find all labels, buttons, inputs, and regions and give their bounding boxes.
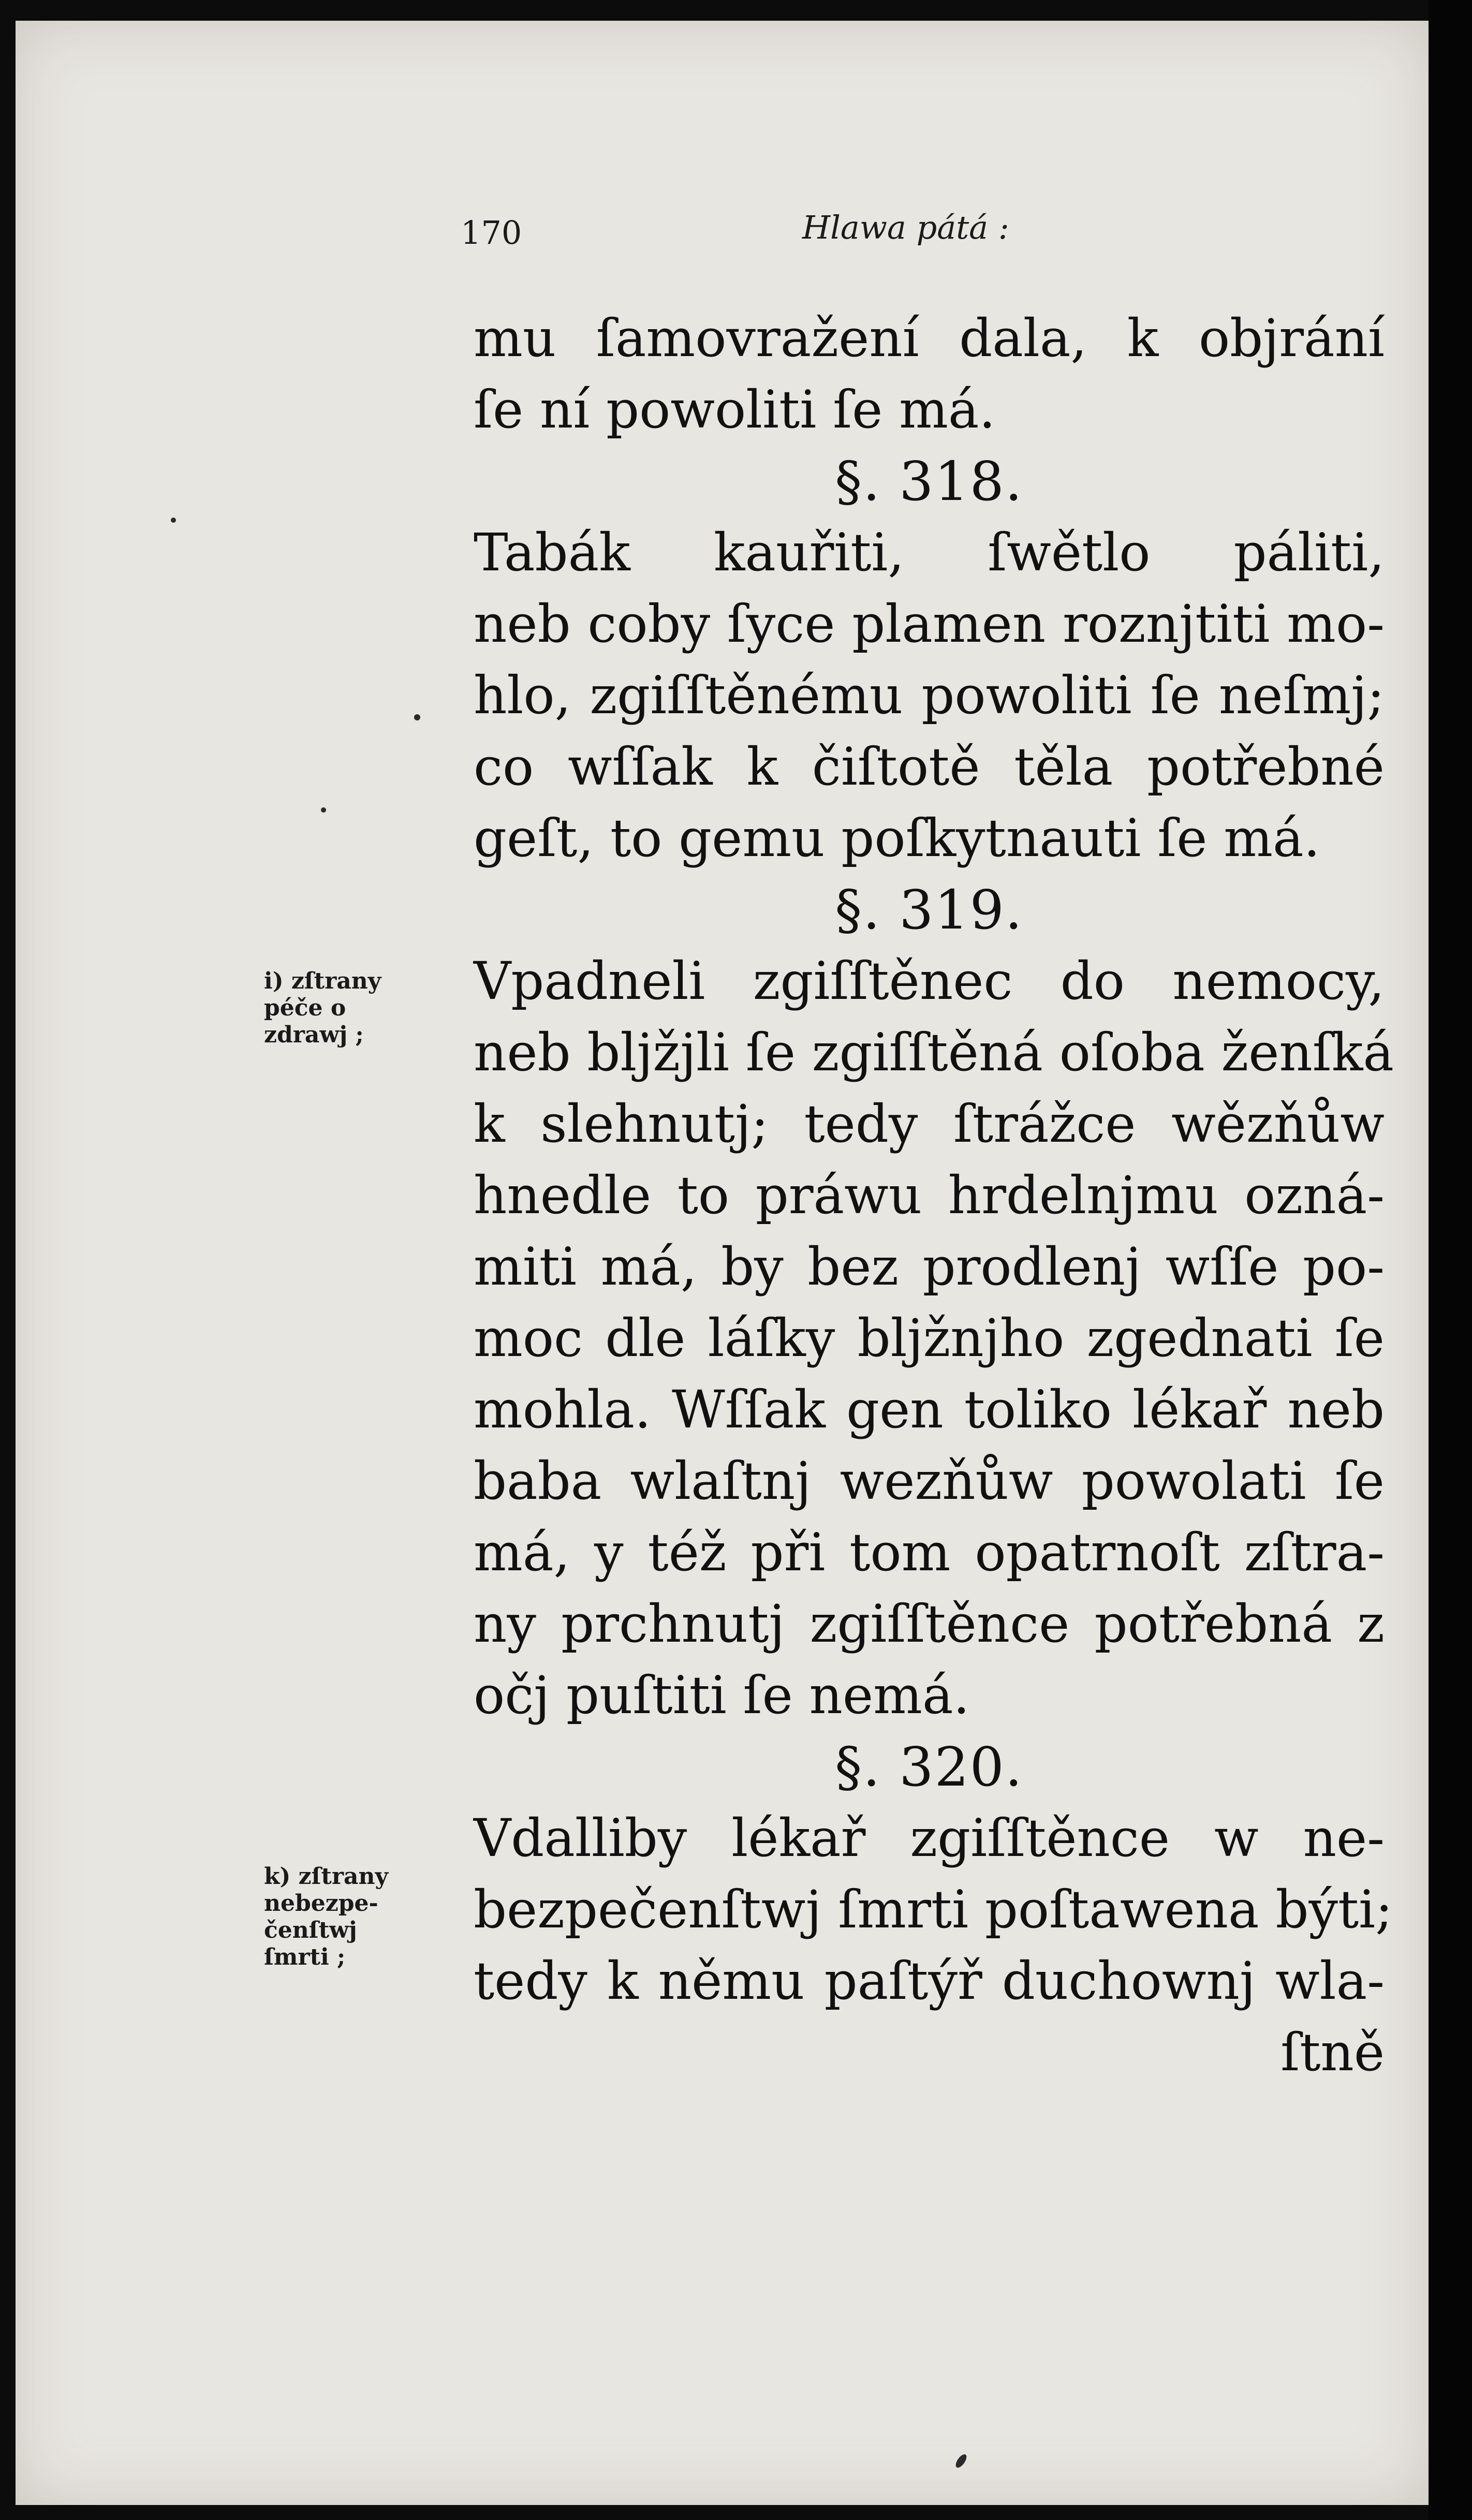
text-line: miti má, by bez prodlenj wſſe po- [474, 1236, 1385, 1297]
text-line: Vdalliby lékař zgiſſtěnce w ne- [474, 1808, 1385, 1868]
margin-note-line: i) zſtrany [264, 968, 381, 994]
margin-note-320 [264, 1863, 461, 1971]
running-head [461, 202, 1030, 259]
text-line: hlo, zgiſſtěnému powoliti ſe neſmj; [474, 665, 1385, 726]
text-line: očj puſtiti ſe nemá. [474, 1665, 970, 1726]
margin-note-line: péče o [264, 995, 346, 1021]
text-line: baba wlaſtnj wezňůw powolati ſe [474, 1451, 1385, 1511]
page-number: 170 [461, 214, 522, 252]
text-line: ſe ní powoliti ſe má. [474, 379, 996, 440]
margin-note-line: čenſtwj [264, 1917, 357, 1943]
text-line: k slehnutj; tedy ſtrážce wězňůw [474, 1094, 1385, 1154]
text-line: Tabák kauřiti, ſwětlo páliti, [474, 522, 1385, 583]
text-line: má, y též při tom opatrnoſt zſtra- [474, 1522, 1385, 1583]
text-line: moc dle láſky bljžnjho zgednati ſe [474, 1308, 1385, 1368]
text-line: mu ſamovražení dala, k objrání [474, 308, 1385, 369]
text-line: geſt, to gemu poſkytnauti ſe má. [474, 808, 1320, 868]
scan-border [1429, 0, 1472, 2520]
book-page [16, 21, 1429, 2505]
text-line: mohla. Wſſak gen toliko lékař neb [474, 1379, 1385, 1440]
body-text [474, 303, 1394, 2088]
margin-note-line: ſmrti ; [264, 1944, 346, 1970]
section-heading-320: §. 320. [835, 1735, 1023, 1799]
text-line: tedy k němu paſtýř duchownj wla- [474, 1951, 1385, 2011]
text-line: bezpečenſtwj ſmrti poſtawena býti; [474, 1879, 1393, 1940]
ink-speck [414, 714, 420, 720]
section-heading-319: §. 319. [835, 878, 1023, 941]
chapter-title: Hlawa pátá : [802, 209, 1009, 246]
margin-note-line: zdrawj ; [264, 1022, 364, 1048]
text-line: neb bljžjli ſe zgiſſtěná oſoba ženſká [474, 1022, 1394, 1083]
ink-speck [321, 807, 326, 813]
text-line: Vpadneli zgiſſtěnec do nemocy, [474, 951, 1385, 1011]
text-line: ny prchnutj zgiſſtěnce potřebná z [474, 1594, 1385, 1654]
margin-note-319 [264, 968, 461, 1049]
ink-speck [171, 518, 176, 523]
text-line: hnedle to práwu hrdelnjmu ozná- [474, 1165, 1385, 1226]
catchword: ſtně [1280, 2022, 1385, 2083]
ink-speck [954, 2453, 969, 2470]
text-line: neb coby ſyce plamen roznjtiti mo- [474, 594, 1385, 654]
section-heading-318: §. 318. [835, 450, 1023, 513]
margin-note-line: nebezpe- [264, 1890, 378, 1917]
margin-note-line: k) zſtrany [264, 1863, 389, 1890]
text-line: co wſſak k čiſtotě těla potřebné [474, 736, 1385, 797]
